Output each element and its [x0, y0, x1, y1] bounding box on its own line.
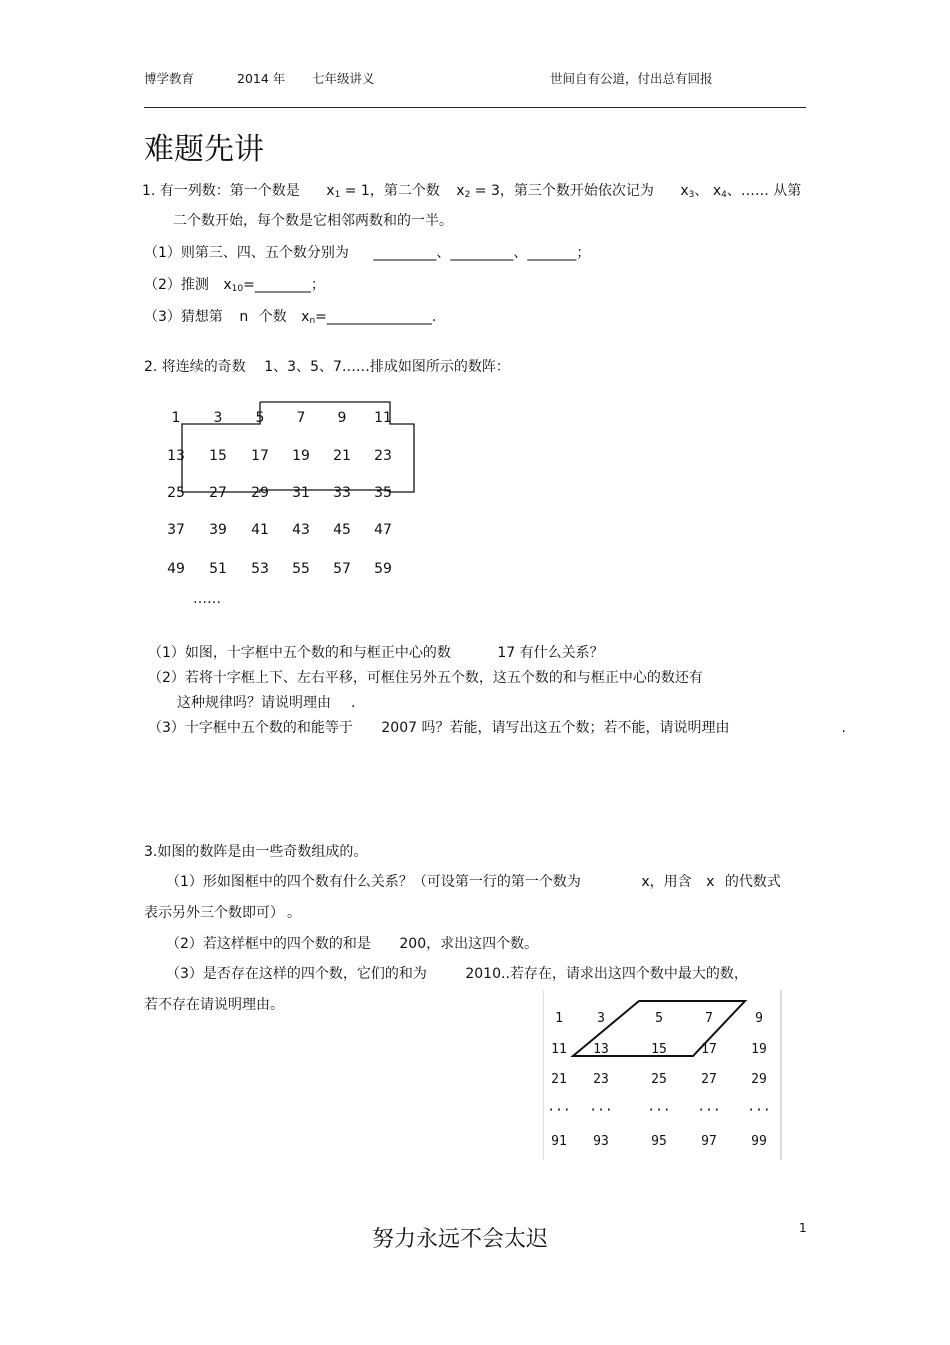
header-motto: 世间自有公道，付出总有回报 [550, 71, 713, 86]
q2-sub2-line2: 这种规律吗？请说明理由 . [177, 695, 356, 711]
grid-cell: 93 [593, 1134, 609, 1149]
grid-cell: 59 [374, 561, 392, 577]
q3-sub3-line1: （3）是否存在这样的四个数，它们的和为 2010..若存在，请求出这四个数中最大的数， [166, 966, 748, 982]
page-title: 难题先讲 [144, 132, 264, 167]
grid-cell: 35 [374, 485, 392, 501]
grid-cell: 99 [751, 1134, 767, 1149]
grid-cell: 29 [251, 485, 269, 501]
grid-cell: 27 [701, 1072, 717, 1087]
q2-sub1: （1）如图，十字框中五个数的和与框正中心的数 17 有什么关系？ [148, 645, 604, 661]
grid-cell: 23 [593, 1072, 609, 1087]
grid-cell: 41 [251, 522, 269, 538]
grid-cell: 3 [213, 410, 223, 426]
q2-sub3: （3）十字框中五个数的和能等于 2007 吗？若能，请写出这五个数；若不能，请说明理由 . [148, 720, 846, 736]
grid-cell: 43 [292, 522, 310, 538]
q3-number-array [543, 990, 783, 1160]
header-year: 2014 年 [237, 71, 286, 86]
grid-cell: 11 [551, 1042, 567, 1057]
grid-cell: 23 [374, 448, 392, 464]
grid-cell: 21 [333, 448, 351, 464]
grid-cell: 5 [255, 410, 265, 426]
q1-line1-start: 1. 有一列数：第一个数是 [142, 183, 300, 199]
grid-cell: 95 [651, 1134, 667, 1149]
grid-cell: 11 [374, 410, 392, 426]
page-number: 1 [799, 1221, 807, 1235]
header-org: 博学教育 [144, 71, 195, 86]
grid-cell: 37 [167, 522, 185, 538]
q3-sub1-line1: （1）形如图框中的四个数有什么关系？（可设第一行的第一个数为 x，用含 x 的代数式 [166, 874, 781, 890]
q3-sub1-line2: 表示另外三个数即可） 。 [144, 905, 301, 921]
q1-line2: 二个数开始，每个数是它相邻两数和的一半。 [173, 213, 453, 229]
grid-cell: 57 [333, 561, 351, 577]
q1-x3: x3 [680, 183, 695, 200]
grid-cell: 1 [171, 410, 181, 426]
grid-cell: ··· [697, 1103, 721, 1118]
grid-cell: 27 [209, 485, 227, 501]
q1-x2: x2 [456, 183, 471, 200]
grid-cell: ··· [589, 1103, 613, 1118]
q1-p1-blank3[interactable]: _______ [527, 245, 577, 261]
q1-x1-value: = 1，第二个数 [344, 183, 440, 199]
q1-line1-end: 、…… 从第 [726, 183, 802, 199]
q2-ellipsis: …… [193, 591, 221, 607]
q1-x2-value: = 3，第三个数开始依次记为 [474, 183, 654, 199]
q1-line1: 1. 有一列数：第一个数是 x1 = 1，第二个数 x2 = 3，第三个数开始依次记为 x3、 x4、…… 从第 [142, 183, 802, 200]
grid-cell: 13 [167, 448, 185, 464]
grid-cell: 9 [755, 1011, 763, 1026]
grid-cell: 17 [701, 1042, 717, 1057]
q1-x1: x1 [326, 183, 341, 200]
grid-cell: 21 [551, 1072, 567, 1087]
q2-sub2-line1: （2）若将十字框上下、左右平移，可框住另外五个数，这五个数的和与框正中心的数还有 [148, 670, 703, 686]
q1-p2-blank[interactable]: ________ [254, 277, 311, 293]
grid-cell: 17 [251, 448, 269, 464]
grid-cell: 33 [333, 485, 351, 501]
grid-cell: 25 [651, 1072, 667, 1087]
q3-sub2: （2）若这样框中的四个数的和是 200，求出这四个数。 [166, 936, 539, 952]
q2-number-array [162, 404, 412, 607]
grid-cell: 45 [333, 522, 351, 538]
q1-p1-blank1[interactable]: _________ [373, 245, 437, 261]
grid-cell: 9 [337, 410, 347, 426]
grid-cell: 15 [651, 1042, 667, 1057]
q1-p3-blank[interactable]: _______________ [326, 309, 432, 325]
grid-cell: 25 [167, 485, 185, 501]
q1-x4: x4 [712, 183, 727, 200]
grid-cell: 1 [555, 1011, 563, 1026]
grid-cell: 31 [292, 485, 310, 501]
grid-cell: 7 [705, 1011, 713, 1026]
grid-cell: ··· [547, 1103, 571, 1118]
q1-part1: （1）则第三、四、五个数分别为 _________、_________、_______； [144, 245, 591, 261]
grid-cell: 29 [751, 1072, 767, 1087]
grid-cell: 53 [251, 561, 269, 577]
grid-cell: 47 [374, 522, 392, 538]
grid-cell: 15 [209, 448, 227, 464]
header-divider [144, 107, 806, 108]
grid-cell: 49 [167, 561, 185, 577]
grid-cell: ··· [647, 1103, 671, 1118]
grid-cell: 39 [209, 522, 227, 538]
grid-cell: 13 [593, 1042, 609, 1057]
grid-cell: 51 [209, 561, 227, 577]
grid-cell: 91 [551, 1134, 567, 1149]
grid-cell: 55 [292, 561, 310, 577]
q1-part3: （3）猜想第 n 个数 xn=_______________. [144, 309, 437, 326]
grid-cell: 97 [701, 1134, 717, 1149]
q2-intro: 2. 将连续的奇数 1、3、5、7……排成如图所示的数阵： [144, 359, 510, 375]
header-course: 七年级讲义 [312, 71, 375, 86]
q3-intro: 3.如图的数阵是由一些奇数组成的。 [144, 844, 368, 860]
q3-sub3-line2: 若不存在请说明理由。 [144, 997, 284, 1013]
grid-cell: 19 [751, 1042, 767, 1057]
q1-p1-blank2[interactable]: _________ [450, 245, 514, 261]
grid-cell: 7 [296, 410, 306, 426]
grid-cell: 3 [597, 1011, 605, 1026]
footer-slogan: 努力永远不会太迟 [372, 1227, 549, 1252]
grid-cell: 19 [292, 448, 310, 464]
q1-part2: （2）推测 x10=________； [144, 277, 325, 294]
grid-cell: ··· [747, 1103, 771, 1118]
grid-cell: 5 [655, 1011, 663, 1026]
